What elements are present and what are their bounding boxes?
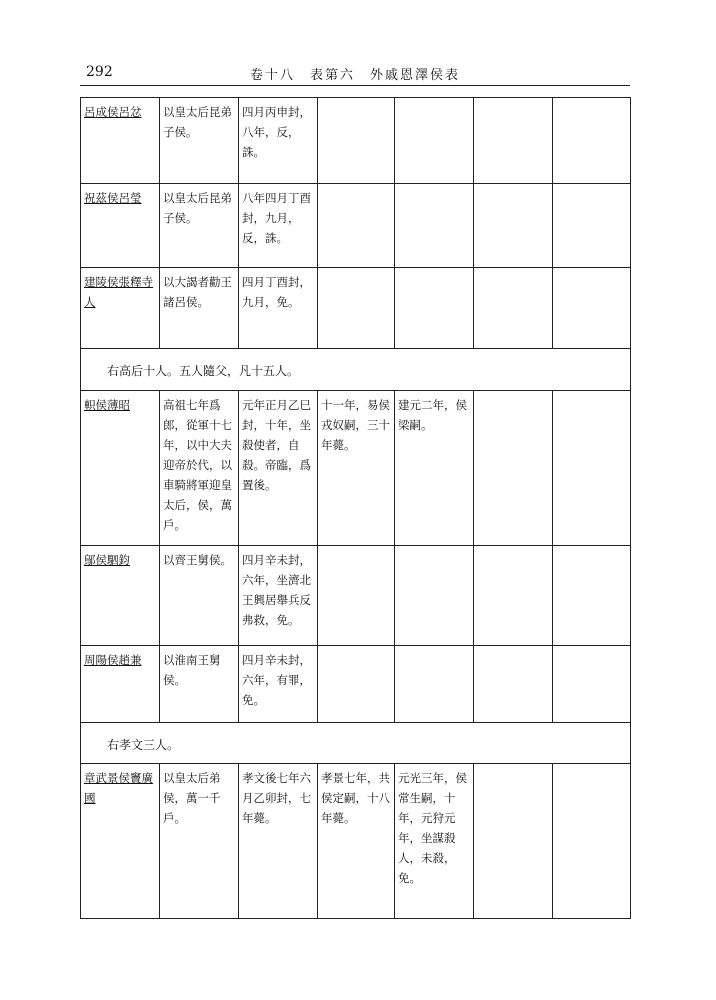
person-name: 周陽侯趙兼 (81, 646, 160, 723)
table-cell (318, 184, 395, 268)
table-row (81, 268, 631, 349)
table-cell: 十一年，易侯戎奴嗣，三十年薨。 (318, 391, 395, 546)
table-cell: 以齊王舅侯。 (160, 546, 239, 646)
table-row (81, 98, 631, 184)
table-row (81, 646, 631, 723)
person-name: 建陵侯張釋寺人 (81, 268, 160, 349)
table-cell (474, 268, 553, 349)
table-cell (395, 646, 474, 723)
table-cell (474, 98, 553, 184)
running-head: 卷十八 表第六 外戚恩澤侯表 (250, 68, 461, 83)
person-name: 呂成侯呂忿 (81, 98, 160, 184)
table-cell: 四月辛未封，六年，有罪，免。 (239, 646, 318, 723)
table-cell (318, 546, 395, 646)
table-cell: 以大謁者勸王諸呂侯。 (160, 268, 239, 349)
table-cell (553, 268, 631, 349)
person-name: 軹侯薄昭 (81, 391, 160, 546)
table-cell (395, 268, 474, 349)
table-cell (318, 268, 395, 349)
table-cell (553, 184, 631, 268)
table-cell: 以皇太后弟侯，萬一千戶。 (160, 764, 239, 919)
table-row (81, 546, 631, 646)
table-cell: 四月辛未封，六年，坐濟北王興居舉兵反弗救，免。 (239, 546, 318, 646)
summary-text: 右孝文三人。 (81, 723, 631, 764)
table-cell (474, 764, 553, 919)
table-row (81, 764, 631, 919)
table-cell (474, 546, 553, 646)
person-name: 祝茲侯呂瑩 (81, 184, 160, 268)
summary-row (81, 349, 631, 391)
table-cell: 八年四月丁酉封，九月，反，誅。 (239, 184, 318, 268)
table-cell (553, 546, 631, 646)
person-name: 章武景侯竇廣國 (81, 764, 160, 919)
table-row (81, 184, 631, 268)
genealogy-table (80, 97, 631, 919)
table-cell (553, 764, 631, 919)
table-cell: 高祖七年爲郎，從軍十七年，以中大夫迎帝於代，以車騎將軍迎皇太后，侯，萬戶。 (160, 391, 239, 546)
table-cell (395, 546, 474, 646)
table-cell (395, 98, 474, 184)
table-cell (553, 391, 631, 546)
table-cell: 元年正月乙巳封，十年，坐殺使者，自殺。帝臨，爲置後。 (239, 391, 318, 546)
table-cell: 四月丙申封，八年，反，誅。 (239, 98, 318, 184)
page-number: 292 (86, 64, 113, 80)
table-cell: 以皇太后昆弟子侯。 (160, 98, 239, 184)
table-cell: 元光三年，侯常生嗣，十年，元狩元年，坐謀殺人，未殺，免。 (395, 764, 474, 919)
summary-row (81, 723, 631, 764)
table-cell: 以淮南王舅侯。 (160, 646, 239, 723)
table-cell (474, 646, 553, 723)
table-cell (553, 646, 631, 723)
table-cell: 建元二年，侯梁嗣。 (395, 391, 474, 546)
table-cell (553, 98, 631, 184)
table-cell: 以皇太后昆弟子侯。 (160, 184, 239, 268)
table-cell (318, 646, 395, 723)
table-cell (395, 184, 474, 268)
table-cell (474, 184, 553, 268)
table-row (81, 391, 631, 546)
table-cell (474, 391, 553, 546)
table-cell: 四月丁酉封，九月，免。 (239, 268, 318, 349)
table-cell: 孝文後七年六月乙卯封，七年薨。 (239, 764, 318, 919)
header-rule (80, 85, 630, 86)
table-cell: 孝景七年，共侯定嗣，十八年薨。 (318, 764, 395, 919)
person-name: 鄔侯駟鈞 (81, 546, 160, 646)
table-cell (318, 98, 395, 184)
summary-text: 右高后十人。五人隨父，凡十五人。 (81, 349, 631, 391)
